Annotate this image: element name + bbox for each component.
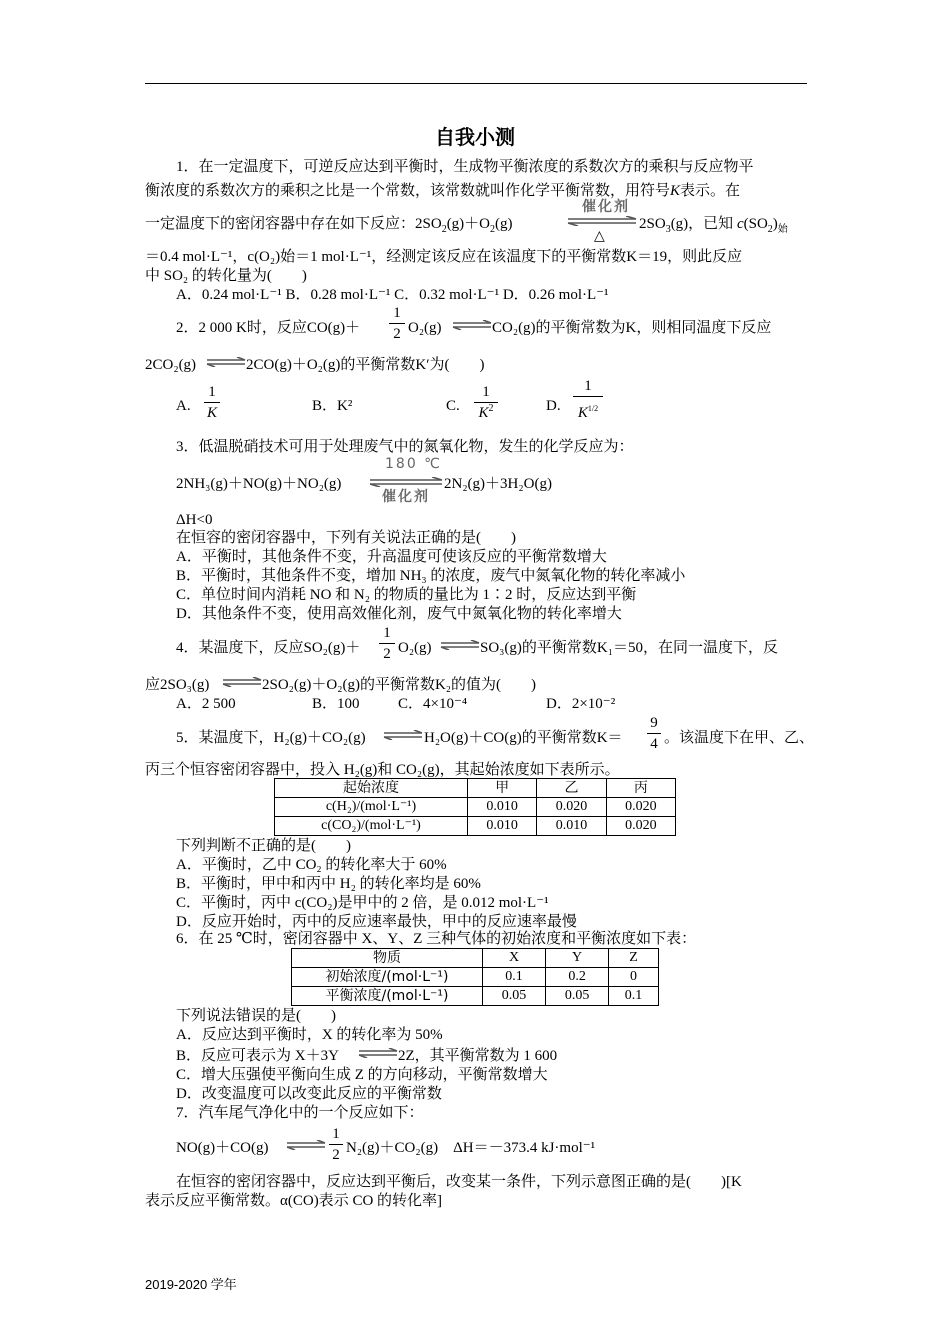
q3-option-c: C．单位时间内消耗 NO 和 N₂ 的物质的量比为 1∶2 时，反应达到平衡 [176, 587, 637, 603]
q6-stem: 下列说法错误的是( ) [176, 1008, 336, 1024]
q2-option-c: C. [446, 398, 460, 414]
table-header: 甲 [468, 779, 537, 798]
q4-line1b: O₂(g) [398, 640, 432, 656]
q7-line1: 7．汽车尾气净化中的一个反应如下： [176, 1105, 424, 1121]
q4-line1a: 4．某温度下，反应SO₂(g)＋ [176, 640, 361, 656]
table-header: 乙 [537, 779, 606, 798]
q3-stem: 在恒容的密闭容器中，下列有关说法正确的是( ) [176, 530, 516, 546]
table-header-row [292, 949, 659, 968]
table-cell: 0.2 [546, 968, 609, 987]
q5-line1c: 。该温度下在甲、乙、 [664, 730, 815, 746]
q1-line1: 1．在一定温度下，可逆反应达到平衡时，生成物平衡浓度的系数次方的乘积与反应物平 [176, 159, 754, 175]
q6-option-d: D．改变温度可以改变此反应的平衡常数 [176, 1086, 442, 1102]
header-rule [145, 83, 807, 84]
q4-line2a: 应2SO₃(g) [145, 677, 210, 693]
q6-option-c: C．增大压强使平衡向生成 Z 的方向移动，平衡常数增大 [176, 1067, 548, 1083]
equilibrium-arrow-icon [383, 730, 423, 740]
q4-option-c: C．4×10⁻⁴ [398, 696, 468, 712]
table-header: Z [609, 949, 659, 968]
q5-option-b: B．平衡时，甲中和丙中 H₂ 的转化率均是 60% [176, 876, 481, 892]
q2-option-d: D. [546, 398, 561, 414]
equilibrium-arrow-icon [452, 320, 492, 330]
table-header-row [275, 779, 676, 798]
q3-option-d: D．其他条件不变，使用高效催化剂，废气中氮氧化物的转化率增大 [176, 606, 622, 622]
q7-eq-left: NO(g)＋CO(g) [176, 1140, 269, 1156]
q6-option-b1: B．反应可表示为 X＋3Y [176, 1048, 339, 1064]
fraction-half: 1 2 [388, 303, 406, 344]
q3-delta-h: ΔH<0 [176, 512, 213, 528]
q5-line1a: 5．某温度下，H₂(g)＋CO₂(g) [176, 730, 366, 746]
q1-options: A．0.24 mol·L⁻¹ B．0.28 mol·L⁻¹ C．0.32 mol·L⁻¹ D．0.26 mol·L⁻¹ [176, 287, 609, 303]
table-cell: 初始浓度/(mol·L⁻¹) [292, 968, 483, 987]
table-row [292, 968, 659, 987]
q2-line2b: 2CO(g)＋O₂(g)的平衡常数K′为( ) [246, 357, 485, 373]
equilibrium-arrow-icon [206, 357, 246, 367]
catalyst-label: 催化剂 [382, 489, 430, 505]
equilibrium-arrow-icon [222, 677, 262, 687]
q6-option-a: A．反应达到平衡时，X 的转化率为 50% [176, 1027, 443, 1043]
q5-option-c: C．平衡时，丙中 c(CO₂)是甲中的 2 倍，是 0.012 mol·L⁻¹ [176, 895, 549, 911]
table-header: 起始浓度 [275, 779, 468, 798]
table-cell: 平衡浓度/(mol·L⁻¹) [292, 987, 483, 1006]
q5-line1b: H₂O(g)＋CO(g)的平衡常数K＝ [424, 730, 623, 746]
q7-line4: 表示反应平衡常数。α(CO)表示 CO 的转化率] [145, 1193, 443, 1209]
equilibrium-arrow-icon [566, 216, 638, 226]
q5-line2: 丙三个恒容密闭容器中，投入 H₂(g)和 CO₂(g)，其起始浓度如下表所示。 [145, 762, 620, 778]
fraction-1-over-K2: 1 $K^2$ [473, 382, 499, 423]
q2-option-a: A. [176, 398, 191, 414]
q7-eq-right: N₂(g)＋CO₂(g) ΔH＝－373.4 kJ·mol⁻¹ [346, 1140, 596, 1156]
q4-line2b: 2SO₂(g)＋O₂(g)的平衡常数K₂的值为( ) [262, 677, 537, 693]
q1-line3a: 一定温度下的密闭容器中存在如下反应：$2SO_2(g)+O_2(g)$ [145, 216, 513, 235]
fraction-half: 1 2 [328, 1124, 344, 1165]
table-cell: 0.010 [468, 817, 537, 836]
table-cell: c(H₂)/(mol·L⁻¹) [275, 798, 468, 817]
footer-text: 2019-2020 学年 [145, 1277, 237, 1292]
table-cell: 0 [609, 968, 659, 987]
q6-line1: 6．在 25 ℃时，密闭容器中 X、Y、Z 三种气体的初始浓度和平衡浓度如下表： [176, 931, 697, 947]
table-cell: 0.020 [606, 798, 675, 817]
table-header: 物质 [292, 949, 483, 968]
table-cell: 0.010 [468, 798, 537, 817]
table-cell: 0.05 [483, 987, 546, 1006]
q2-line1a: 2．2 000 K时，反应CO(g)＋ [176, 320, 361, 336]
q7-line3: 在恒容的密闭容器中，反应达到平衡后，改变某一条件，下列示意图正确的是( )[K [176, 1174, 742, 1190]
table-cell: 0.020 [606, 817, 675, 836]
table-row [275, 798, 676, 817]
q2-line1b: O₂(g) [408, 320, 442, 336]
q6-option-b2: 2Z，其平衡常数为 1 600 [398, 1048, 558, 1064]
fraction-half: 1 2 [378, 623, 396, 664]
table-header: X [483, 949, 546, 968]
temperature-label: 180 ℃ [385, 456, 442, 472]
table-cell: 0.020 [537, 798, 606, 817]
page-title: 自我小测 [435, 125, 515, 149]
fraction-9-over-4: 9 4 [646, 713, 662, 754]
table-cell: 0.1 [609, 987, 659, 1006]
equilibrium-arrow-icon [440, 640, 480, 650]
q3-eq-left: 2NH₃(g)＋NO(g)＋NO₂(g) [176, 476, 342, 492]
q1-line4: ＝0.4 mol·L⁻¹，c(O₂)始＝1 mol·L⁻¹，经测定该反应在该温度下的平衡常数K＝19，则此反应 [145, 249, 743, 265]
q3-eq-right: 2N₂(g)＋3H₂O(g) [444, 476, 552, 492]
equilibrium-arrow-icon [358, 1048, 398, 1058]
q5-option-d: D．反应开始时，丙中的反应速率最快，甲中的反应速率最慢 [176, 914, 577, 930]
heat-symbol: △ [594, 228, 605, 244]
q2-line1c: CO₂(g)的平衡常数为K，则相同温度下反应 [492, 320, 772, 336]
q3-option-b: B．平衡时，其他条件不变，增加 NH₃ 的浓度，废气中氮氧化物的转化率减小 [176, 568, 686, 584]
q3-option-a: A．平衡时，其他条件不变，升高温度可使该反应的平衡常数增大 [176, 549, 607, 565]
catalyst-label: 催化剂 [582, 199, 630, 215]
table-row [275, 817, 676, 836]
fraction-1-over-K: 1 K [203, 382, 221, 423]
table-cell: 0.010 [537, 817, 606, 836]
q5-option-a: A．平衡时，乙中 CO₂ 的转化率大于 60% [176, 857, 447, 873]
q5-table [274, 778, 676, 836]
q3-line1: 3．低温脱硝技术可用于处理废气中的氮氧化物，发生的化学反应为： [176, 439, 634, 455]
q1-line2: 衡浓度的系数次方的乘积之比是一个常数，该常数就叫作化学平衡常数，用符号K表示。在 [145, 183, 741, 199]
table-cell: 0.1 [483, 968, 546, 987]
fraction-1-over-K-half: 1 $K^{1/2}$ [572, 376, 604, 423]
equilibrium-arrow-icon [286, 1140, 326, 1150]
q5-stem: 下列判断不正确的是( ) [176, 838, 351, 854]
q1-line5: 中 SO₂ 的转化量为( ) [145, 268, 307, 284]
table-header: 丙 [606, 779, 675, 798]
q4-option-b: B．100 [312, 696, 360, 712]
q4-option-d: D．2×10⁻² [546, 696, 616, 712]
q1-line3b: $2SO_3(g)$，已知 $c(SO_2)_始$ [639, 216, 788, 235]
q4-option-a: A．2 500 [176, 696, 236, 712]
table-cell: 0.05 [546, 987, 609, 1006]
q6-table [291, 948, 659, 1006]
table-header: Y [546, 949, 609, 968]
table-cell: c(CO₂)/(mol·L⁻¹) [275, 817, 468, 836]
q4-line1c: SO₃(g)的平衡常数K₁＝50，在同一温度下，反 [480, 640, 778, 656]
q2-line2a: 2CO₂(g) [145, 357, 197, 373]
q2-option-b: B．K² [312, 398, 353, 414]
table-row [292, 987, 659, 1006]
